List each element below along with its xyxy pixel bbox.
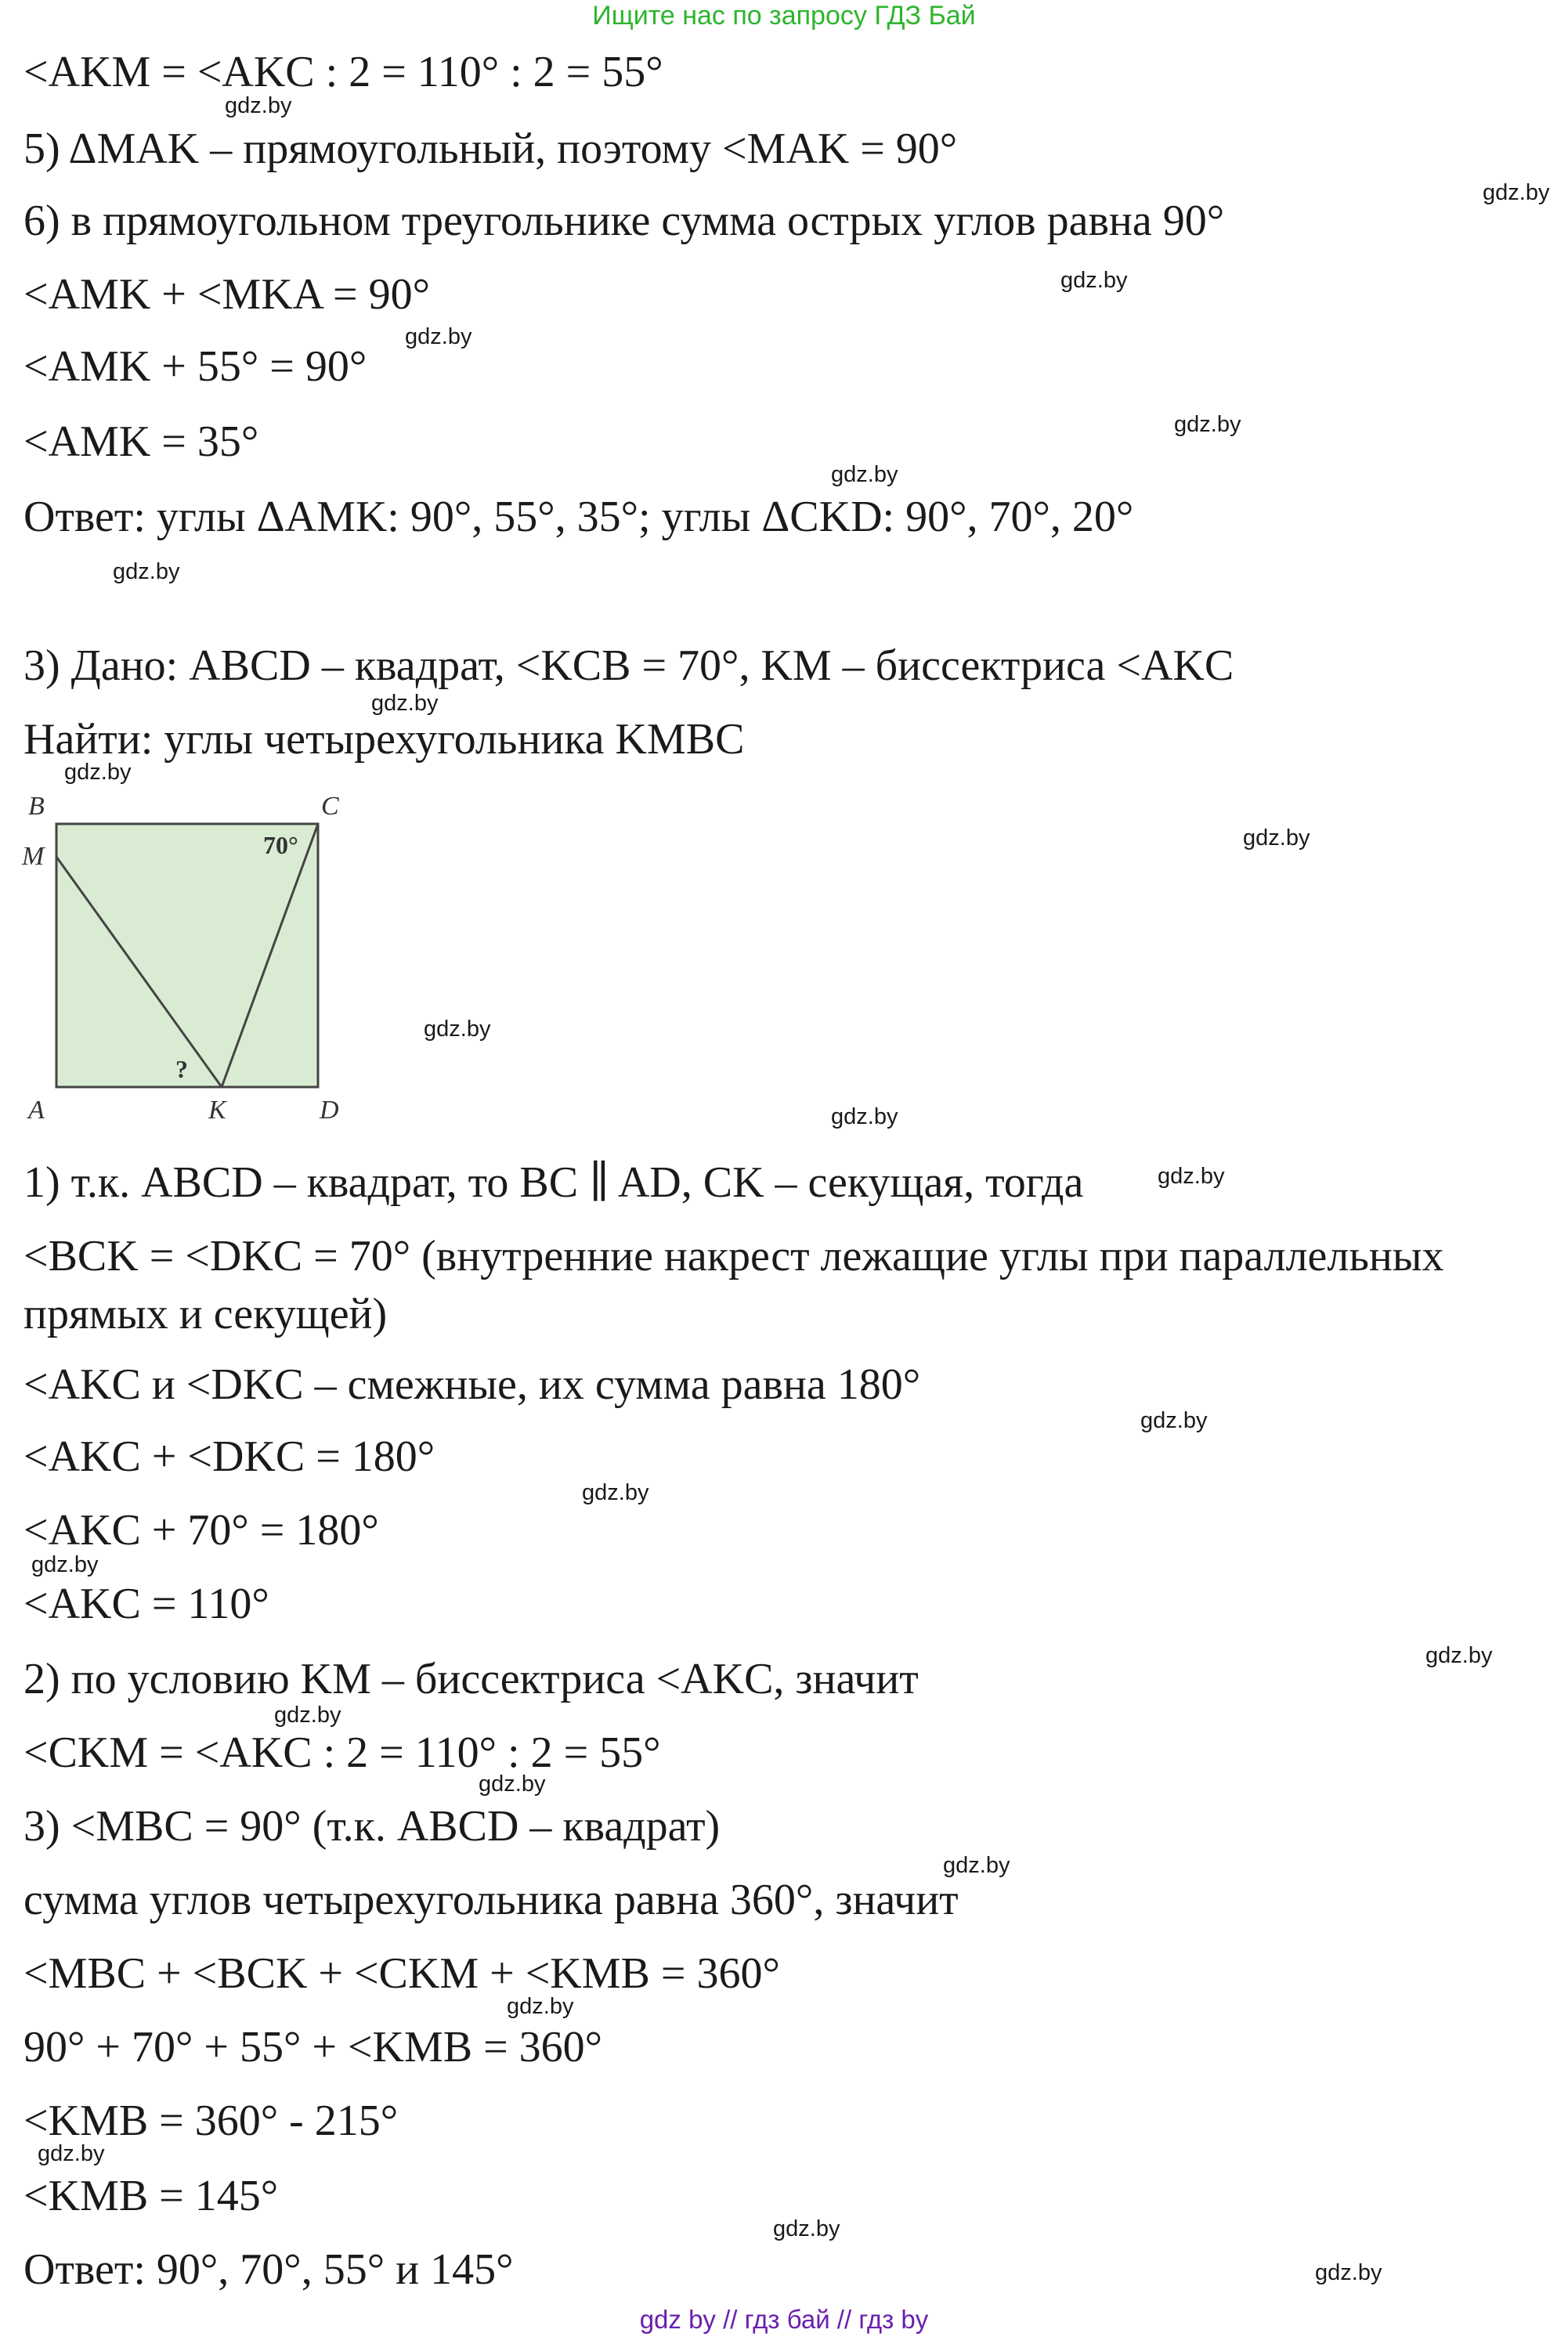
square-diagram [14,791,374,1128]
solution-line: 5) ΔMAK – прямоугольный, поэтому <MAK = 90° [23,125,958,173]
solution-line: 90° + 70° + 55° + <KMB = 360° [23,2023,603,2071]
solution-line: 3) <MBC = 90° (т.к. ABCD – квадрат) [23,1802,721,1851]
solution-line: <AKC + 70° = 180° [23,1506,379,1555]
watermark: gdz.by [943,1853,1010,1878]
solution-line: прямых и секущей) [23,1290,388,1338]
solution-line: <MBC + <BCK + <CKM + <KMB = 360° [23,1949,780,1998]
solution-line: <AMK + 55° = 90° [23,342,367,391]
unknown-angle-label: ? [175,1055,188,1083]
solution-line: 6) в прямоугольном треугольнике сумма острых углов равна 90° [23,197,1225,245]
solution-line: <CKM = <AKC : 2 = 110° : 2 = 55° [23,1728,661,1777]
vertex-label-c: C [321,792,339,821]
watermark: gdz.by [225,93,292,118]
watermark: gdz.by [38,2141,105,2166]
watermark: gdz.by [1243,825,1310,851]
solution-line: <AMK = 35° [23,417,259,466]
watermark: gdz.by [1158,1164,1225,1189]
answer-line: Ответ: 90°, 70°, 55° и 145° [23,2245,514,2294]
solution-line: <AKM = <AKC : 2 = 110° : 2 = 55° [23,48,663,96]
watermark: gdz.by [831,462,898,487]
solution-line: <BCK = <DKC = 70° (внутренние накрест лежащие углы при параллельных [23,1232,1444,1280]
square-abcd [56,824,318,1087]
solution-line: 2) по условию KM – биссектриса <AKC, значит [23,1655,919,1703]
watermark: gdz.by [831,1104,898,1129]
watermark: gdz.by [582,1480,649,1505]
watermark: gdz.by [1425,1643,1493,1668]
find-line: Найти: углы четырехугольника KMBC [23,715,745,764]
solution-line: <KMB = 145° [23,2172,279,2220]
answer-line: Ответ: углы ΔAMK: 90°, 55°, 35°; углы ΔCKD: 90°, 70°, 20° [23,493,1134,541]
solution-line: <AMK + <MKA = 90° [23,270,430,319]
watermark: gdz.by [113,559,180,584]
solution-line: <AKC = 110° [23,1580,269,1628]
watermark: gdz.by [1483,180,1550,205]
search-hint-banner: Ищите нас по запросу ГДЗ Бай [592,1,976,31]
vertex-label-m: M [22,842,45,871]
watermark: gdz.by [405,324,472,349]
given-line: 3) Дано: ABCD – квадрат, <KCB = 70°, KM – биссектриса <AKC [23,641,1234,690]
vertex-label-a: A [28,1096,45,1125]
solution-line: <KMB = 360° - 215° [23,2097,399,2145]
vertex-label-k: K [208,1096,226,1125]
watermark: gdz.by [64,760,132,785]
vertex-label-d: D [320,1096,339,1125]
footer-links[interactable]: gdz by // гдз бай // гдз by [639,2305,929,2334]
watermark: gdz.by [479,1772,546,1797]
angle-label-70: 70° [263,831,298,859]
watermark: gdz.by [507,1994,574,2019]
watermark: gdz.by [274,1703,341,1728]
watermark: gdz.by [371,691,439,716]
watermark: gdz.by [31,1552,99,1577]
solution-line: <AKC и <DKC – смежные, их сумма равна 180° [23,1360,921,1409]
watermark: gdz.by [424,1017,491,1042]
solution-line: <AKC + <DKC = 180° [23,1432,435,1481]
vertex-label-b: B [28,792,45,821]
watermark: gdz.by [1140,1408,1208,1433]
square-diagram-svg [14,791,374,1128]
watermark: gdz.by [1174,412,1241,437]
watermark: gdz.by [1060,268,1128,293]
watermark: gdz.by [773,2216,840,2241]
watermark: gdz.by [1315,2260,1382,2285]
solution-line: сумма углов четырехугольника равна 360°, значит [23,1876,959,1924]
solution-line: 1) т.к. ABCD – квадрат, то BC ∥ AD, CK – секущая, тогда [23,1158,1084,1207]
